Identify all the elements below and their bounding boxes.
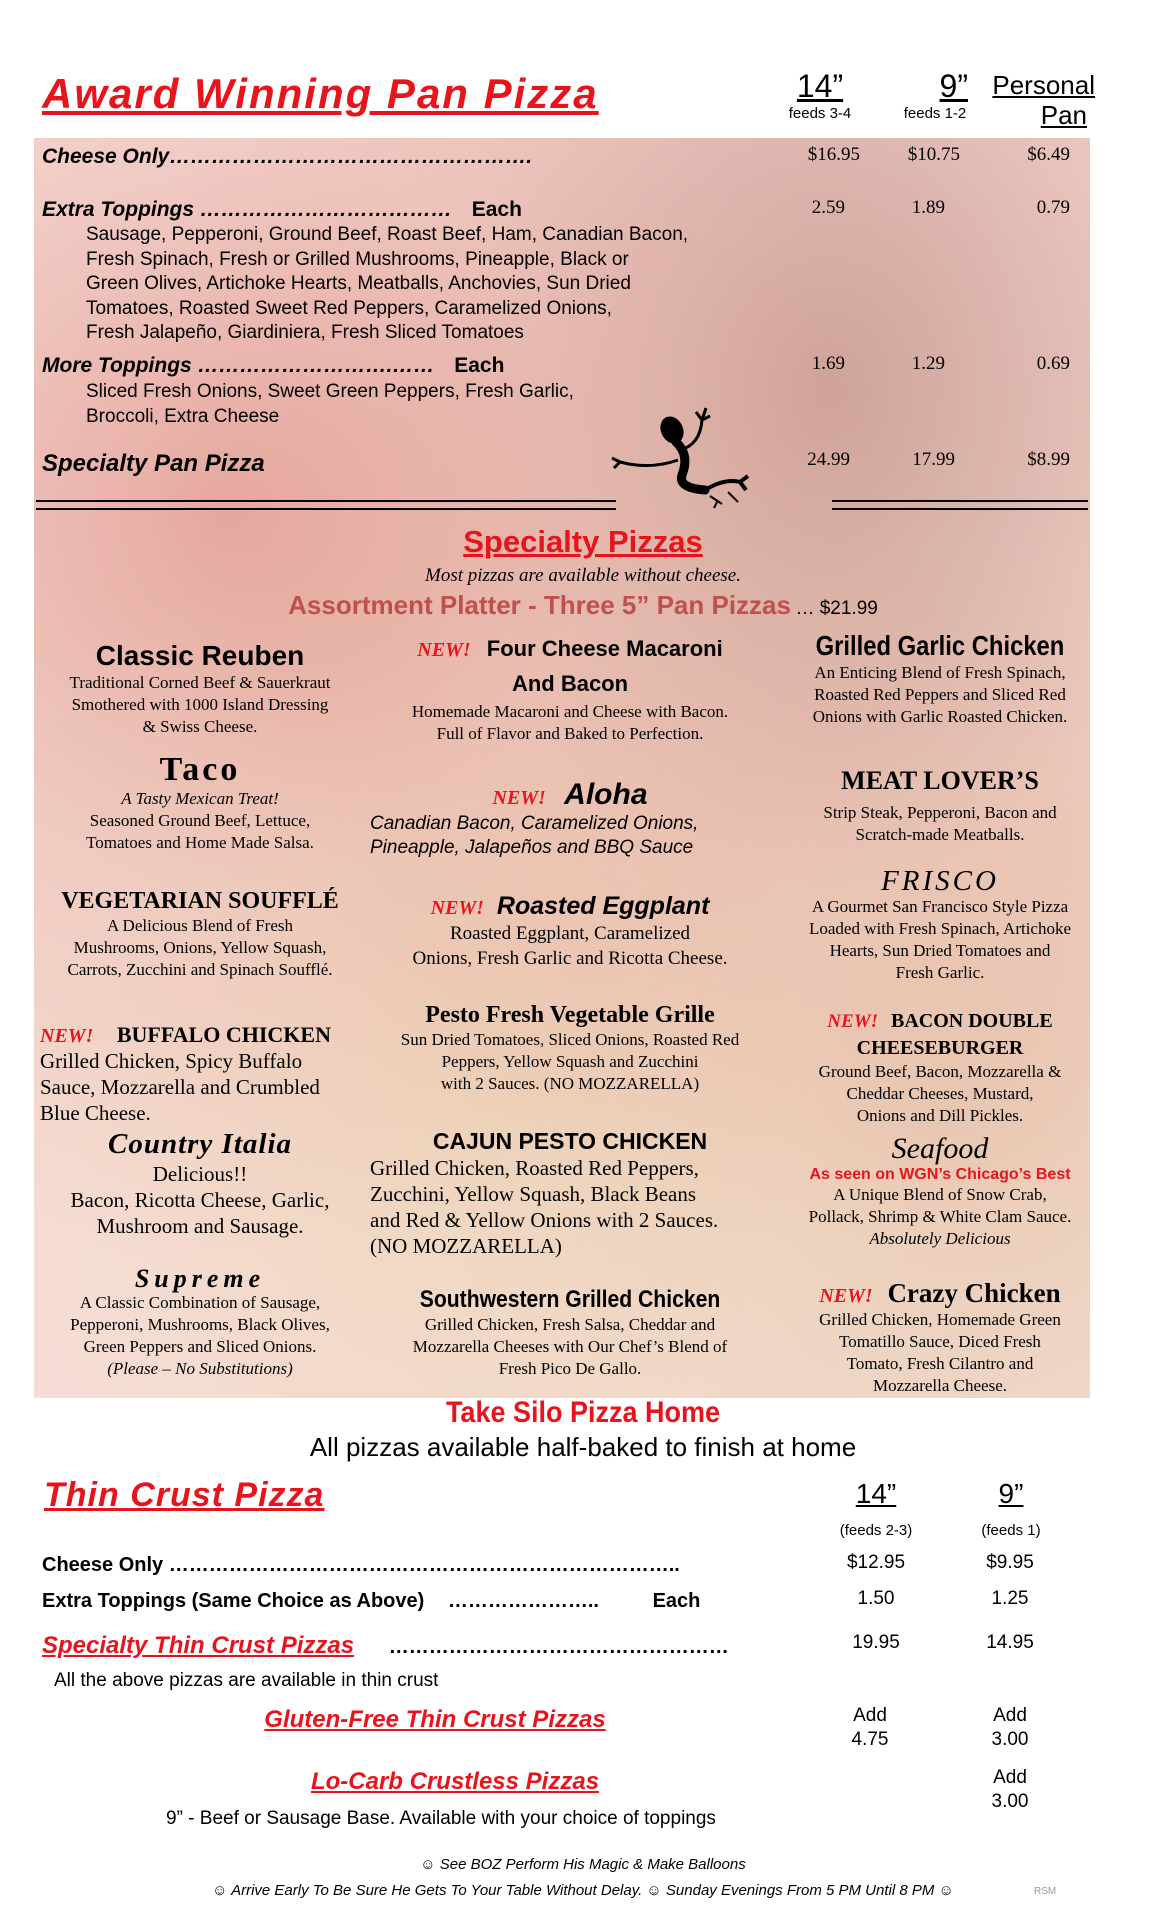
thin-extra-price-14: 1.50 [857, 1588, 895, 1609]
desc-line: Green Peppers and Sliced Onions. [83, 1337, 317, 1356]
desc-line: Sauce, Mozzarella and Crumbled [40, 1075, 320, 1099]
thin-extra-label-text: Extra Toppings (Same Choice as Above) [42, 1590, 425, 1612]
desc-line: Fresh Pico De Gallo. [498, 1359, 642, 1378]
pizza-name: Seafood [891, 1132, 989, 1165]
pan-cheese-label: Cheese Only……………………………………………. [42, 145, 533, 168]
thin-size-9-label: 9” [998, 1478, 1024, 1509]
gluten-free-label: Gluten-Free Thin Crust Pizzas [264, 1706, 606, 1733]
pizza-name: Roasted Eggplant [496, 892, 710, 920]
pizza-desc [40, 788, 360, 854]
thin-specialty-label-text: Specialty Thin Crust Pizzas [42, 1632, 355, 1659]
pan-specialty-price-personal: $8.99 [1027, 449, 1070, 470]
pizza-vegetarian-souffle [40, 888, 360, 981]
pan-size-9-label: 9” [939, 68, 968, 104]
pan-pizza-title: Award Winning Pan Pizza [42, 70, 599, 117]
desc-line: Cheddar Cheeses, Mustard, [846, 1084, 1034, 1103]
pizza-desc [370, 1029, 770, 1095]
pizza-note: (Please – No Substitutions) [107, 1359, 293, 1378]
desc-line: with 2 Sauces. (NO MOZZARELLA) [440, 1074, 700, 1093]
desc-line: Onions with Garlic Roasted Chicken. [812, 707, 1068, 726]
desc-line: Mushroom and Sausage. [96, 1214, 304, 1238]
thin-specialty-price-9: 14.95 [986, 1632, 1034, 1653]
pan-size-personal [975, 70, 1095, 130]
pizza-meat-lovers [780, 766, 1100, 846]
pizza-frisco [780, 866, 1100, 984]
pizza-name: MEAT LOVER’S [841, 766, 1039, 795]
desc-line: Mozzarella Cheese. [872, 1376, 1008, 1395]
thin-size-14-label: 14” [855, 1478, 897, 1509]
footer-initials: RSM [1034, 1886, 1057, 1897]
desc-line: Pineapple, Jalapeños and BBQ Sauce [370, 837, 694, 858]
pizza-desc [40, 672, 360, 738]
pizza-desc [780, 1061, 1100, 1127]
pizza-supreme [40, 1266, 360, 1380]
pan-more-label-text: More Toppings ……………………….…… [42, 354, 435, 377]
pizza-desc [40, 1161, 360, 1239]
pizza-name-row [370, 892, 770, 921]
pan-size-14-label: 14” [796, 68, 844, 104]
topping-line: Fresh Spinach, Fresh or Grilled Mushrooms, Pineapple, Black or [86, 248, 629, 270]
desc-line: A Unique Blend of Snow Crab, [833, 1185, 1047, 1204]
topping-line: Sausage, Pepperoni, Ground Beef, Roast Beef, Ham, Canadian Bacon, [86, 224, 689, 245]
desc-line: Blue Cheese. [40, 1101, 151, 1125]
thin-size-14-feeds: (feeds 2-3) [839, 1522, 913, 1539]
thin-cheese-label: Cheese Only ………………………………………………………………….. [42, 1554, 680, 1576]
desc-line: Homemade Macaroni and Cheese with Bacon. [411, 702, 729, 721]
mascot-figure-icon [610, 400, 770, 510]
pizza-desc [40, 1292, 360, 1380]
desc-line: Grilled Chicken, Homemade Green [819, 1310, 1061, 1329]
thin-size-9 [956, 1478, 1066, 1539]
pan-specialty-price-14: 24.99 [807, 449, 850, 470]
pan-more-list [86, 380, 574, 429]
platter-price: … $21.99 [795, 598, 878, 619]
desc-line: Tomatoes and Home Made Salsa. [86, 833, 314, 852]
pan-size-personal-line2: Pan [1040, 100, 1087, 130]
topping-line: Fresh Jalapeño, Giardiniera, Fresh Sliced Tomatoes [86, 322, 524, 343]
pizza-name-row [40, 1022, 360, 1048]
gluten-price-14-line2: 4.75 [851, 1729, 889, 1750]
pizza-four-cheese-macaroni [370, 632, 770, 745]
lo-carb-label: Lo-Carb Crustless Pizzas [310, 1768, 600, 1795]
pizza-desc [40, 1048, 360, 1126]
pan-extra-price-9: 1.89 [911, 197, 945, 218]
pan-cheese-price-14: $16.95 [807, 144, 860, 165]
pizza-name: Classic Reuben [95, 640, 305, 671]
pan-extra-price-14: 2.59 [811, 197, 845, 218]
pan-specialty-price-9: 17.99 [912, 449, 955, 470]
topping-line: Broccoli, Extra Cheese [86, 405, 280, 427]
pizza-name: Taco [159, 751, 241, 788]
pan-more-price-9: 1.29 [911, 353, 945, 374]
new-badge: NEW! [827, 1011, 878, 1032]
thin-specialty-price-14: 19.95 [852, 1632, 900, 1653]
lo-carb-note: 9” - Beef or Sausage Base. Available with your choice of toppings [166, 1808, 716, 1829]
pan-extra-label [42, 198, 522, 222]
pizza-tagline: As seen on WGN’s Chicago’s Best [809, 1166, 1071, 1183]
platter-label: Assortment Platter - Three 5” Pan Pizzas [288, 590, 791, 620]
pan-more-each: Each [454, 354, 505, 377]
pizza-grilled-garlic-chicken [780, 630, 1100, 728]
desc-line: An Enticing Blend of Fresh Spinach, [814, 663, 1066, 682]
desc-line: Onions, Fresh Garlic and Ricotta Cheese. [412, 948, 728, 969]
thin-crust-title: Thin Crust Pizza [44, 1476, 325, 1514]
new-badge: NEW! [40, 1025, 94, 1047]
pizza-desc [370, 812, 770, 860]
desc-line: Onions and Dill Pickles. [856, 1106, 1024, 1125]
desc-line: Roasted Red Peppers and Sliced Red [814, 685, 1066, 704]
desc-line: Hearts, Sun Dried Tomatoes and [829, 941, 1051, 960]
lo-carb-price-9 [960, 1766, 1060, 1814]
pizza-seafood [780, 1132, 1100, 1250]
desc-line: Traditional Corned Beef & Sauerkraut [69, 673, 331, 692]
gluten-price-9-line2: 3.00 [991, 1729, 1029, 1750]
pizza-name: Pesto Fresh Vegetable Grille [425, 1002, 715, 1028]
pan-extra-price-personal: 0.79 [1036, 197, 1070, 218]
thin-extra-dots: ………………….. [447, 1590, 599, 1612]
locarb-price-9-line2: 3.00 [991, 1791, 1029, 1812]
pizza-name-line2: CHEESEBURGER [856, 1037, 1024, 1059]
pizza-name-line1: BACON DOUBLE [890, 1010, 1053, 1032]
pizza-classic-reuben [40, 640, 360, 738]
thin-extra-price-9: 1.25 [991, 1588, 1029, 1609]
thin-extra-each: Each [652, 1590, 701, 1612]
desc-line: Carrots, Zucchini and Spinach Soufflé. [67, 960, 333, 979]
desc-line: Scratch-made Meatballs. [855, 825, 1025, 844]
pizza-note: Absolutely Delicious [869, 1229, 1011, 1248]
pizza-taco [40, 752, 360, 854]
desc-line: Ground Beef, Bacon, Mozzarella & [818, 1062, 1062, 1081]
specialty-title: Specialty Pizzas [463, 524, 703, 559]
desc-line: Peppers, Yellow Squash and Zucchini [441, 1052, 699, 1071]
take-home-title: Take Silo Pizza Home [445, 1396, 721, 1429]
pizza-name: BUFFALO CHICKEN [116, 1022, 331, 1047]
pizza-crazy-chicken [780, 1278, 1100, 1397]
divider-line [832, 500, 1088, 510]
pan-size-14-feeds: feeds 3-4 [788, 105, 852, 122]
thin-cheese-price-9: $9.95 [986, 1552, 1034, 1573]
pizza-desc [370, 1314, 770, 1380]
desc-line: Zucchini, Yellow Squash, Black Beans [370, 1182, 697, 1206]
pizza-cajun-pesto-chicken [370, 1128, 770, 1259]
desc-line: Full of Flavor and Baked to Perfection. [436, 724, 704, 743]
pizza-desc [40, 915, 360, 981]
pan-extra-list [86, 223, 688, 346]
desc-line: Pollack, Shrimp & White Clam Sauce. [808, 1207, 1072, 1226]
pan-more-price-14: 1.69 [811, 353, 845, 374]
desc-line: Mozzarella Cheeses with Our Chef’s Blend of [412, 1337, 728, 1356]
topping-line: Sliced Fresh Onions, Sweet Green Peppers, Fresh Garlic, [86, 381, 574, 402]
thin-size-9-feeds: (feeds 1) [981, 1522, 1041, 1539]
gluten-free-price-14 [820, 1704, 920, 1752]
desc-line: Mushrooms, Onions, Yellow Squash, [73, 938, 327, 957]
pizza-bacon-double-cheeseburger [780, 1008, 1100, 1127]
new-badge: NEW! [430, 897, 484, 919]
pan-cheese-price-9: $10.75 [907, 144, 960, 165]
desc-line: A Gourmet San Francisco Style Pizza [811, 897, 1069, 916]
pan-size-personal-line1: Personal [992, 70, 1095, 100]
desc-line: A Delicious Blend of Fresh [106, 916, 294, 935]
gluten-price-9-line1: Add [993, 1705, 1027, 1726]
pizza-name-row [780, 1278, 1100, 1309]
pan-size-14 [770, 68, 870, 122]
platter-line [0, 590, 1166, 621]
pizza-name: Crazy Chicken [887, 1278, 1061, 1308]
topping-line: Green Olives, Artichoke Hearts, Meatballs, Anchovies, Sun Dried [86, 273, 631, 294]
pizza-name: Southwestern Grilled Chicken [419, 1286, 721, 1313]
footer-line-1: ☺ See BOZ Perform His Magic & Make Balloons [420, 1856, 746, 1873]
desc-line: Grilled Chicken, Spicy Buffalo [40, 1049, 303, 1073]
desc-line: Strip Steak, Pepperoni, Bacon and [823, 803, 1057, 822]
pizza-name-row [370, 778, 770, 812]
pan-cheese-price-personal: $6.49 [1027, 144, 1070, 165]
locarb-price-9-line1: Add [993, 1767, 1027, 1788]
desc-line: Fresh Garlic. [895, 963, 985, 982]
pizza-name [780, 1008, 1100, 1061]
desc-line: Tomato, Fresh Cilantro and [846, 1354, 1034, 1373]
pan-size-9-feeds: feeds 1-2 [903, 105, 967, 122]
pan-more-label [42, 354, 504, 378]
topping-line: Tomatoes, Roasted Sweet Red Peppers, Caramelized Onions, [86, 297, 612, 319]
pizza-desc [780, 896, 1100, 984]
pizza-tagline: A Tasty Mexican Treat! [121, 789, 279, 808]
pizza-name: Grilled Garlic Chicken [815, 630, 1065, 661]
pizza-country-italia [40, 1128, 360, 1239]
pizza-desc [370, 921, 770, 971]
divider-line [36, 500, 616, 510]
desc-line: Loaded with Fresh Spinach, Artichoke [808, 919, 1072, 938]
desc-line: Grilled Chicken, Roasted Red Peppers, [370, 1156, 699, 1180]
pizza-buffalo-chicken [40, 1022, 360, 1126]
desc-line: Roasted Eggplant, Caramelized [449, 923, 691, 944]
new-badge: NEW! [492, 787, 546, 809]
pizza-desc [780, 1309, 1100, 1397]
pizza-pesto-vegetable-grille [370, 1002, 770, 1095]
gluten-price-14-line1: Add [853, 1705, 887, 1726]
pizza-name: Aloha [564, 778, 648, 811]
desc-line: and Red & Yellow Onions with 2 Sauces. [370, 1208, 719, 1232]
pizza-desc [780, 802, 1100, 846]
desc-line: Sun Dried Tomatoes, Sliced Onions, Roasted Red [400, 1030, 740, 1049]
pizza-roasted-eggplant [370, 892, 770, 971]
pan-extra-each: Each [471, 198, 522, 221]
pan-more-price-personal: 0.69 [1036, 353, 1070, 374]
pan-specialty-label: Specialty Pan Pizza [42, 450, 265, 477]
thin-extra-label [42, 1590, 700, 1613]
pan-extra-label-text: Extra Toppings ……………………………… [42, 198, 452, 221]
pizza-name [370, 632, 770, 701]
specialty-subtitle: Most pizzas are available without cheese. [425, 565, 741, 586]
thin-note: All the above pizzas are available in thin crust [54, 1670, 439, 1691]
thin-specialty-label [42, 1632, 729, 1660]
pizza-name: CAJUN PESTO CHICKEN [432, 1128, 708, 1154]
pizza-name: VEGETARIAN SOUFFLÉ [61, 888, 339, 914]
desc-line: Pepperoni, Mushrooms, Black Olives, [70, 1315, 330, 1334]
pizza-name-line2: And Bacon [511, 671, 629, 696]
take-home-subtitle: All pizzas available half-baked to finish at home [309, 1432, 857, 1462]
desc-line: Seasoned Ground Beef, Lettuce, [89, 811, 311, 830]
thin-size-14 [816, 1478, 936, 1539]
desc-line: (NO MOZZARELLA) [370, 1234, 562, 1258]
pizza-desc [780, 1184, 1100, 1250]
desc-line: Tomatillo Sauce, Diced Fresh [839, 1332, 1041, 1351]
pizza-desc [370, 1155, 770, 1259]
new-badge: NEW! [417, 639, 471, 661]
pizza-name: FRISCO [881, 865, 999, 897]
pizza-southwestern-grilled-chicken [370, 1286, 770, 1380]
pizza-name: Country Italia [107, 1128, 293, 1160]
gluten-free-price-9 [960, 1704, 1060, 1752]
pizza-desc [780, 662, 1100, 728]
pizza-name: Supreme [134, 1264, 266, 1293]
desc-line: Smothered with 1000 Island Dressing [71, 695, 329, 714]
desc-line: Delicious!! [152, 1162, 248, 1186]
thin-specialty-dots: …………………………………………… [388, 1636, 729, 1658]
pan-size-9 [880, 68, 990, 122]
pizza-aloha [370, 778, 770, 860]
thin-cheese-price-14: $12.95 [846, 1552, 906, 1573]
desc-line: Grilled Chicken, Fresh Salsa, Cheddar and [424, 1315, 716, 1334]
desc-line: Canadian Bacon, Caramelized Onions, [370, 813, 699, 834]
footer-line-2: ☺ Arrive Early To Be Sure He Gets To Your Table Without Delay. ☺ Sunday Evenings From 5 PM Until 8 PM ☺ [212, 1882, 954, 1899]
pizza-name-line1: Four Cheese Macaroni [486, 636, 723, 661]
desc-line: & Swiss Cheese. [142, 717, 258, 736]
pizza-desc [370, 701, 770, 745]
new-badge: NEW! [819, 1285, 873, 1307]
desc-line: A Classic Combination of Sausage, [79, 1293, 321, 1312]
desc-line: Bacon, Ricotta Cheese, Garlic, [70, 1188, 330, 1212]
